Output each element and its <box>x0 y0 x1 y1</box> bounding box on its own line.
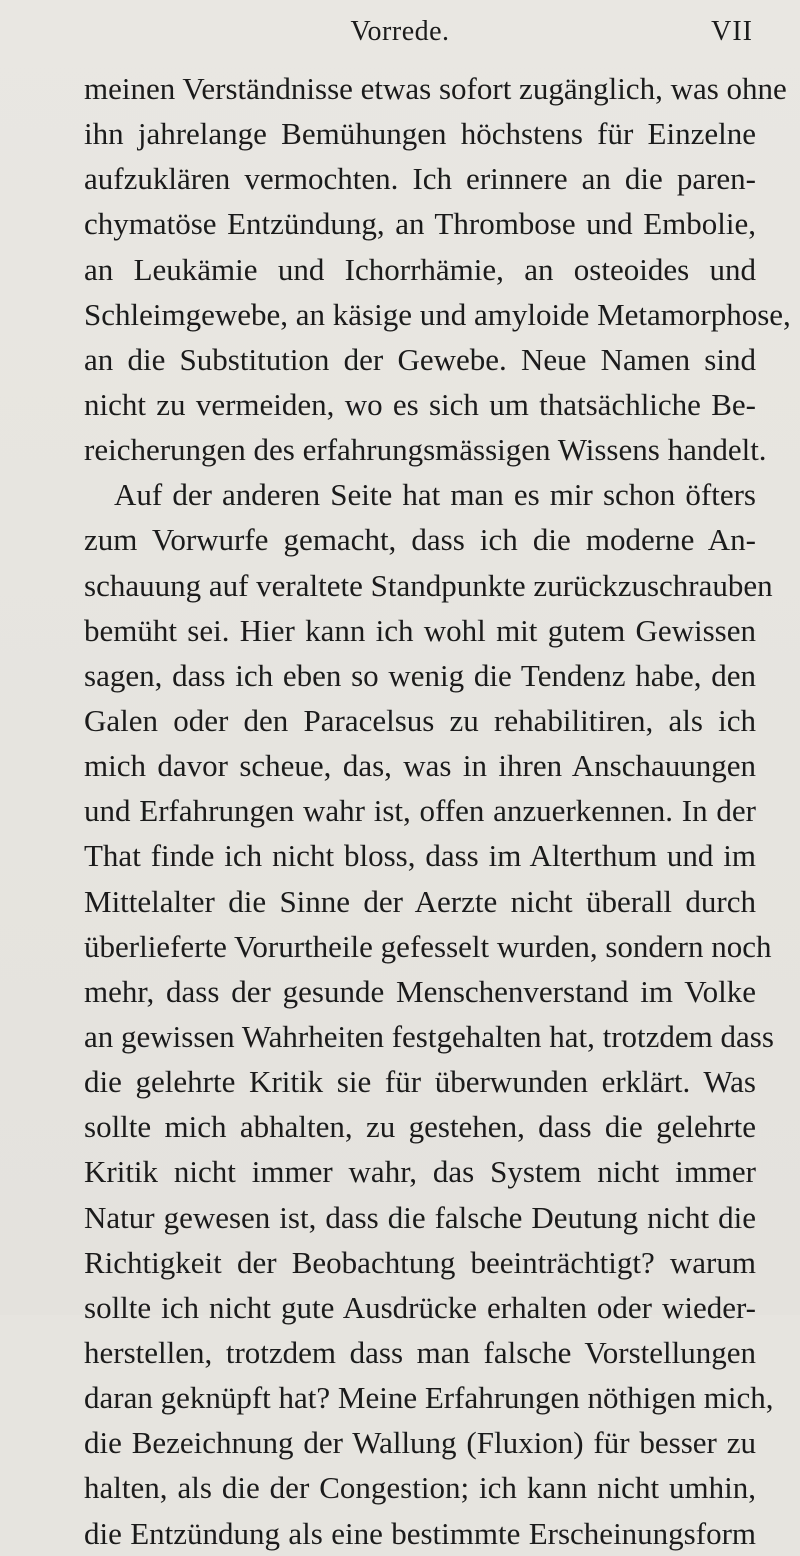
text-line: aufzuklären vermochten. Ich erinnere an die paren- <box>84 161 756 197</box>
text-line: Kritik nicht immer wahr, das System nicht immer <box>84 1154 756 1190</box>
text-line: mehr, dass der gesunde Menschenverstand im Volke <box>84 973 756 1009</box>
text-line: die Entzündung als eine bestimmte Erscheinungsform <box>84 1515 756 1551</box>
text-line: That finde ich nicht bloss, dass im Alterthum und im <box>84 838 756 874</box>
text-line: herstellen, trotzdem dass man falsche Vorstellungen <box>84 1334 756 1370</box>
text-line: die Bezeichnung der Wallung (Fluxion) für besser zu <box>84 1425 756 1461</box>
text-line: mich davor scheue, das, was in ihren Anschauungen <box>84 748 756 784</box>
text-line: Schleimgewebe, an käsige und amyloide Metamorphose, <box>84 296 791 332</box>
text-line: an gewissen Wahrheiten festgehalten hat, trotzdem dass <box>84 1018 774 1054</box>
text-line: schauung auf veraltete Standpunkte zurückzuschrauben <box>84 567 773 603</box>
text-line: halten, als die der Congestion; ich kann nicht umhin, <box>84 1470 756 1506</box>
text-line: Natur gewesen ist, dass die falsche Deutung nicht die <box>84 1199 756 1235</box>
text-line: meinen Verständnisse etwas sofort zugänglich, was ohne <box>84 71 787 106</box>
text-line: reicherungen des erfahrungsmässigen Wissens handelt. <box>84 432 767 468</box>
text-line: Richtigkeit der Beobachtung beeinträchtigt? warum <box>84 1244 756 1280</box>
text-line: an die Substitution der Gewebe. Neue Namen sind <box>84 341 756 377</box>
text-line: Auf der anderen Seite hat man es mir schon öfters <box>114 477 756 513</box>
text-line: chymatöse Entzündung, an Thrombose und Embolie, <box>84 206 756 242</box>
text-line: sollte mich abhalten, zu gestehen, dass die gelehrte <box>84 1109 756 1145</box>
text-line: bemüht sei. Hier kann ich wohl mit gutem Gewissen <box>84 612 756 648</box>
text-line: daran geknüpft hat? Meine Erfahrungen nöthigen mich, <box>84 1380 774 1416</box>
text-line: ihn jahrelange Bemühungen höchstens für Einzelne <box>84 116 756 152</box>
text-line: sollte ich nicht gute Ausdrücke erhalten oder wieder- <box>84 1289 756 1325</box>
running-title: Vorrede. <box>350 16 450 47</box>
text-line: Mittelalter die Sinne der Aerzte nicht überall durch <box>84 883 756 919</box>
text-line: die gelehrte Kritik sie für überwunden erklärt. Was <box>84 1064 756 1100</box>
page-number: VII <box>711 16 753 47</box>
text-line: an Leukämie und Ichorrhämie, an osteoides und <box>84 251 756 287</box>
text-line: überlieferte Vorurtheile gefesselt wurden, sondern noch <box>84 928 772 964</box>
text-line: und Erfahrungen wahr ist, offen anzuerkennen. In der <box>84 793 756 829</box>
text-line: nicht zu vermeiden, wo es sich um thatsächliche Be- <box>84 386 756 422</box>
running-header <box>0 14 800 48</box>
text-line: Galen oder den Paracelsus zu rehabilitiren, als ich <box>84 702 756 738</box>
text-line: sagen, dass ich eben so wenig die Tendenz habe, den <box>84 657 756 693</box>
body-text <box>84 66 791 1556</box>
text-line: zum Vorwurfe gemacht, dass ich die moderne An- <box>84 522 756 558</box>
